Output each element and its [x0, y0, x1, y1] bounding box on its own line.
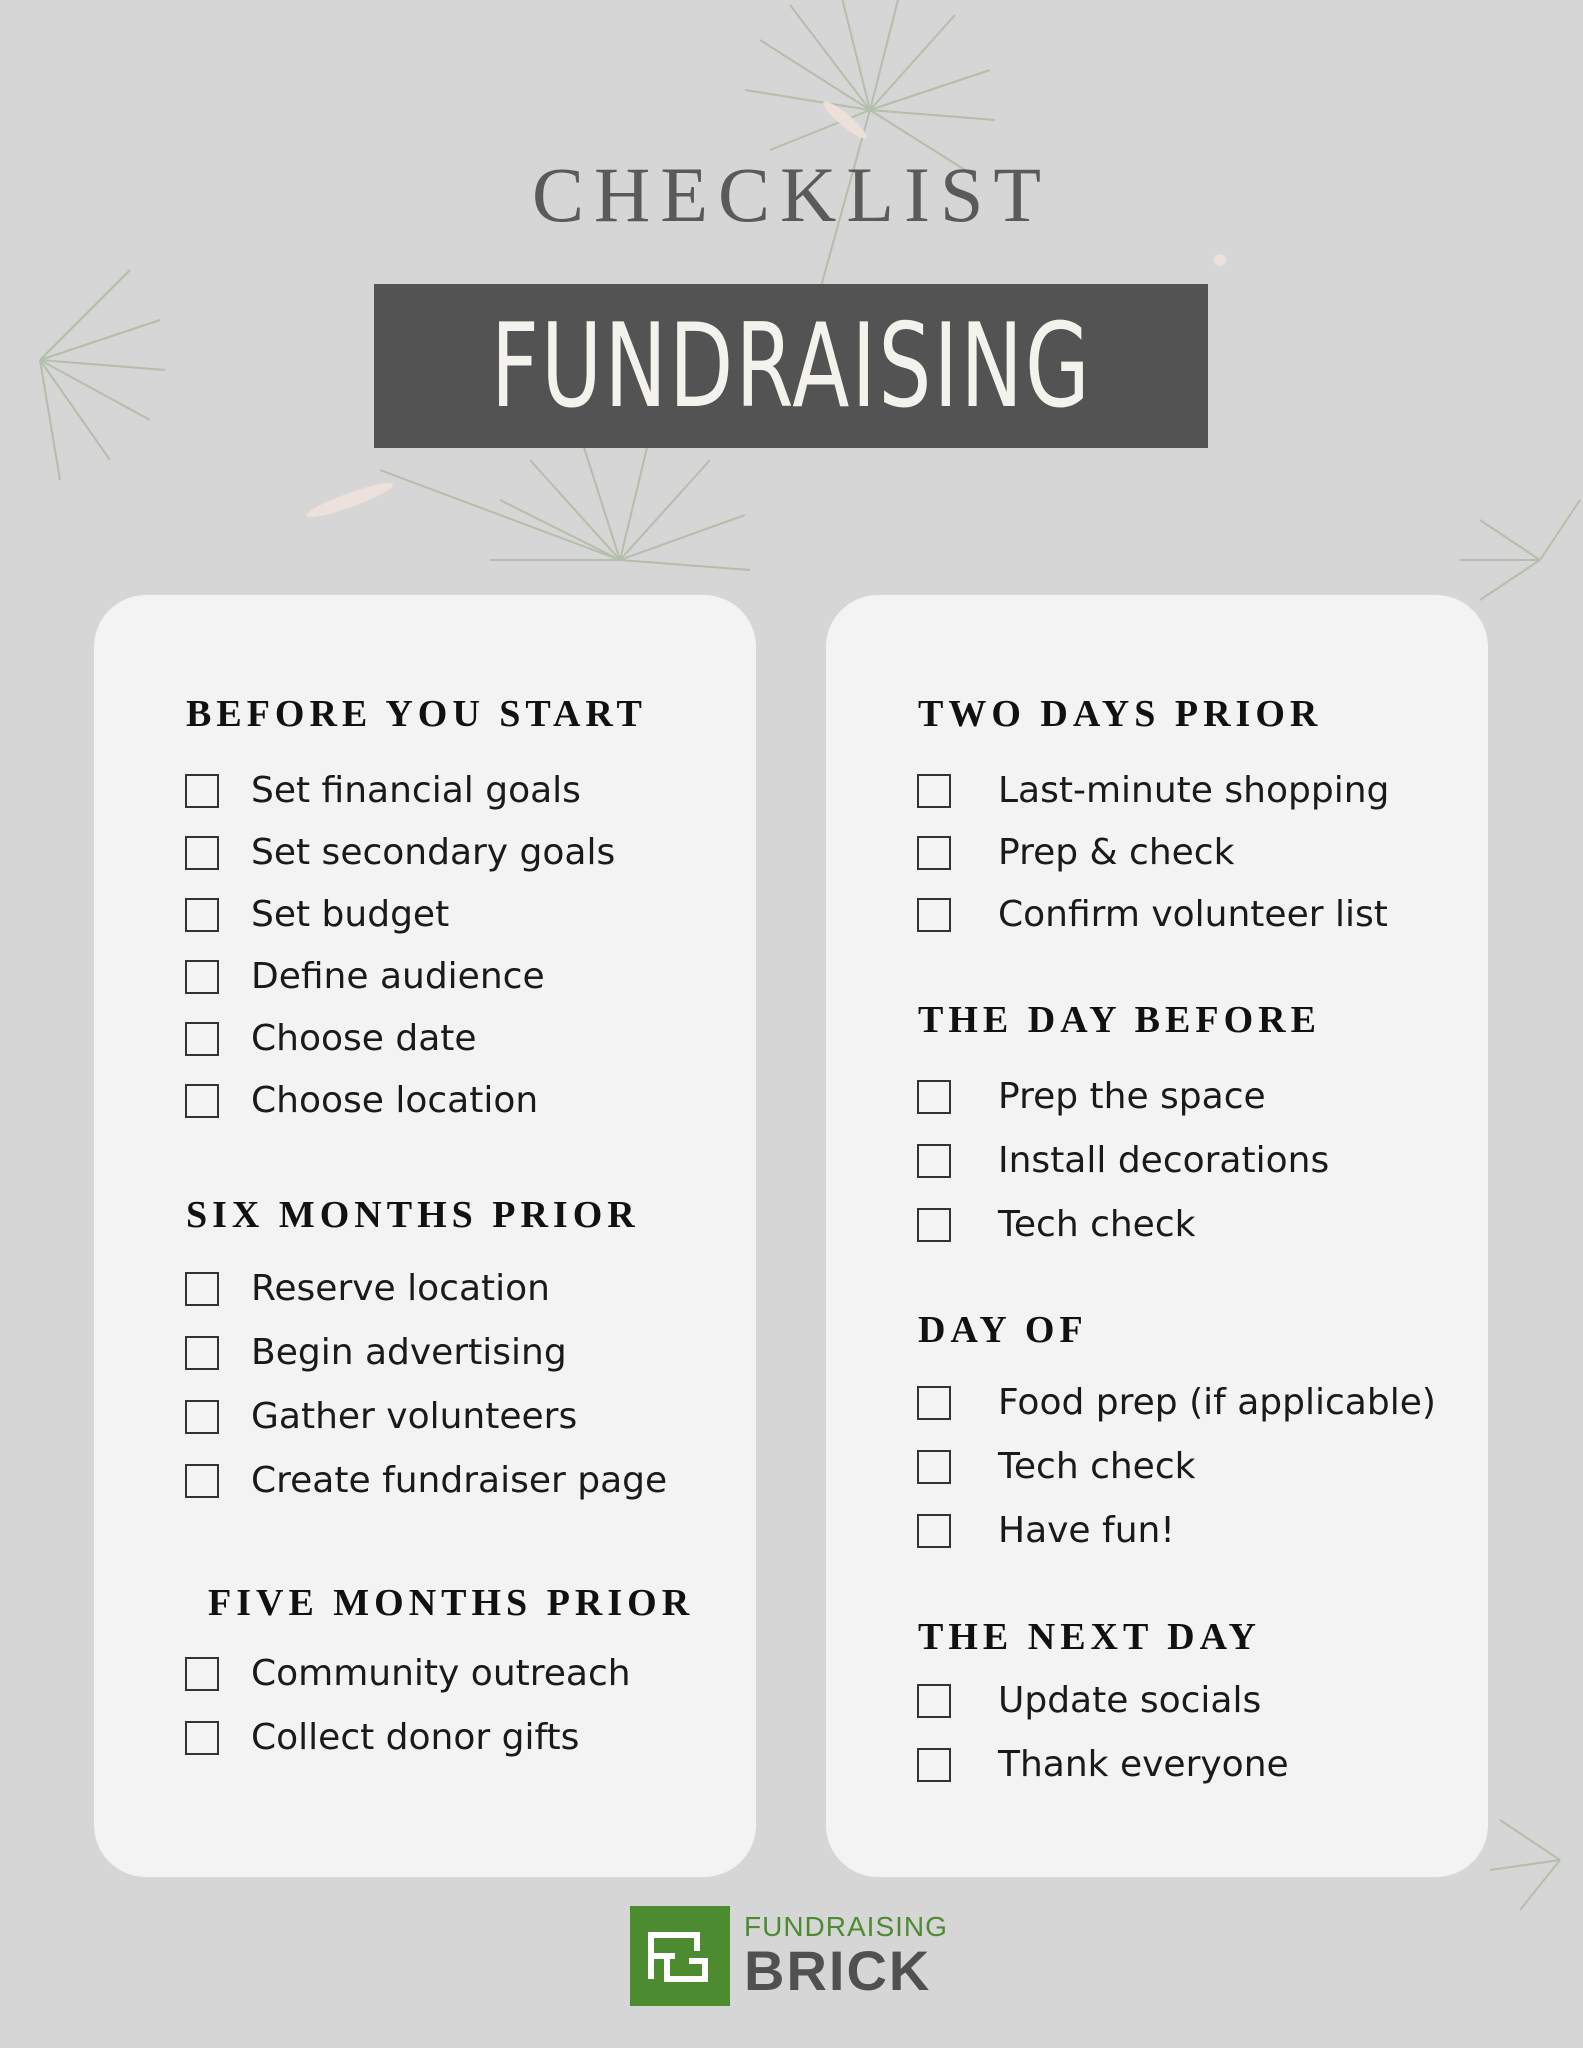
checklist-item-label: Set financial goals	[251, 770, 581, 811]
checklist-item[interactable]	[185, 1460, 667, 1501]
checklist-item-label: Set secondary goals	[251, 832, 616, 873]
checklist-item-label: Tech check	[998, 1446, 1196, 1487]
checkbox[interactable]	[185, 1272, 219, 1306]
checklist-item-label: Have fun!	[998, 1510, 1175, 1551]
checkbox[interactable]	[917, 1386, 951, 1420]
checklist-item-label: Define audience	[251, 956, 545, 997]
checklist-item-label: Prep the space	[998, 1076, 1266, 1117]
checklist-item[interactable]	[917, 894, 1388, 935]
checkbox[interactable]	[185, 836, 219, 870]
checkbox[interactable]	[917, 836, 951, 870]
checklist-item[interactable]	[185, 1653, 631, 1694]
checklist-item-label: Tech check	[998, 1204, 1196, 1245]
checklist-item-label: Choose location	[251, 1080, 539, 1121]
checklist-item-label: Community outreach	[251, 1653, 631, 1694]
checkbox[interactable]	[917, 1684, 951, 1718]
checklist-item-label: Install decorations	[998, 1140, 1330, 1181]
checklist-item-label: Thank everyone	[998, 1744, 1289, 1785]
right-checklist-card	[826, 595, 1488, 1877]
logo-line-2: BRICK	[744, 1939, 932, 2002]
fundraising-brick-logo	[630, 1906, 948, 2006]
section-title-two-days-prior: TWO DAYS PRIOR	[918, 693, 1323, 735]
checkbox[interactable]	[185, 1657, 219, 1691]
checklist-item-label: Set budget	[251, 894, 450, 935]
checklist-item-label: Collect donor gifts	[251, 1717, 580, 1758]
fb-brick-icon	[630, 1906, 730, 2006]
checklist-item[interactable]	[185, 956, 545, 997]
checkbox[interactable]	[185, 1336, 219, 1370]
checkbox[interactable]	[185, 1084, 219, 1118]
checklist-item-label: Food prep (if applicable)	[998, 1382, 1436, 1423]
section-title-six-months-prior: SIX MONTHS PRIOR	[186, 1194, 640, 1236]
checkbox[interactable]	[917, 898, 951, 932]
logo-line-1: FUNDRAISING	[744, 1911, 948, 1942]
checklist-item[interactable]	[185, 832, 615, 873]
checklist-item[interactable]	[917, 1140, 1329, 1181]
checkbox[interactable]	[185, 1721, 219, 1755]
fundraising-banner	[374, 284, 1208, 448]
checkbox[interactable]	[185, 774, 219, 808]
checkbox[interactable]	[185, 1464, 219, 1498]
checkbox[interactable]	[917, 1514, 951, 1548]
checklist-item[interactable]	[917, 1510, 1175, 1551]
checklist-item[interactable]	[917, 1204, 1195, 1245]
checkbox[interactable]	[917, 1080, 951, 1114]
checklist-item-label: Begin advertising	[251, 1332, 567, 1373]
section-title-five-months-prior: FIVE MONTHS PRIOR	[208, 1582, 695, 1624]
checklist-item-label: Confirm volunteer list	[998, 894, 1388, 935]
section-title-day-of: DAY OF	[918, 1309, 1088, 1351]
checklist-item-label: Gather volunteers	[251, 1396, 578, 1437]
section-title-the-day-before: THE DAY BEFORE	[918, 999, 1321, 1041]
checklist-item[interactable]	[917, 1446, 1195, 1487]
checkbox[interactable]	[185, 1022, 219, 1056]
section-title-the-next-day: THE NEXT DAY	[918, 1616, 1261, 1658]
checklist-item[interactable]	[185, 1332, 567, 1373]
checkbox[interactable]	[185, 1400, 219, 1434]
checklist-item[interactable]	[917, 770, 1389, 811]
checklist-item-label: Create fundraiser page	[251, 1460, 668, 1501]
checklist-item-label: Reserve location	[251, 1268, 550, 1309]
checkbox[interactable]	[917, 1208, 951, 1242]
checkbox[interactable]	[917, 774, 951, 808]
checklist-item[interactable]	[917, 1076, 1266, 1117]
page-title: FUNDRAISING	[490, 298, 1092, 434]
checklist-item[interactable]	[185, 1396, 577, 1437]
checklist-item[interactable]	[185, 894, 449, 935]
checklist-item[interactable]	[185, 1080, 538, 1121]
checkbox[interactable]	[185, 960, 219, 994]
left-checklist-card	[94, 595, 756, 1877]
section-title-before-you-start: BEFORE YOU START	[186, 693, 647, 735]
checklist-item-label: Last-minute shopping	[998, 770, 1390, 811]
checklist-heading: CHECKLIST	[532, 151, 1051, 238]
checklist-item[interactable]	[917, 1744, 1289, 1785]
checklist-item[interactable]	[185, 770, 581, 811]
checklist-item[interactable]	[917, 1382, 1436, 1423]
checklist-item-label: Choose date	[251, 1018, 477, 1059]
checklist-item[interactable]	[185, 1018, 477, 1059]
checklist-item-label: Update socials	[998, 1680, 1262, 1721]
checkbox[interactable]	[185, 898, 219, 932]
checklist-item[interactable]	[185, 1268, 550, 1309]
checklist-item[interactable]	[185, 1717, 579, 1758]
checklist-item-label: Prep & check	[998, 832, 1235, 873]
checklist-item[interactable]	[917, 832, 1234, 873]
checkbox[interactable]	[917, 1450, 951, 1484]
checkbox[interactable]	[917, 1144, 951, 1178]
checklist-item[interactable]	[917, 1680, 1261, 1721]
checkbox[interactable]	[917, 1748, 951, 1782]
